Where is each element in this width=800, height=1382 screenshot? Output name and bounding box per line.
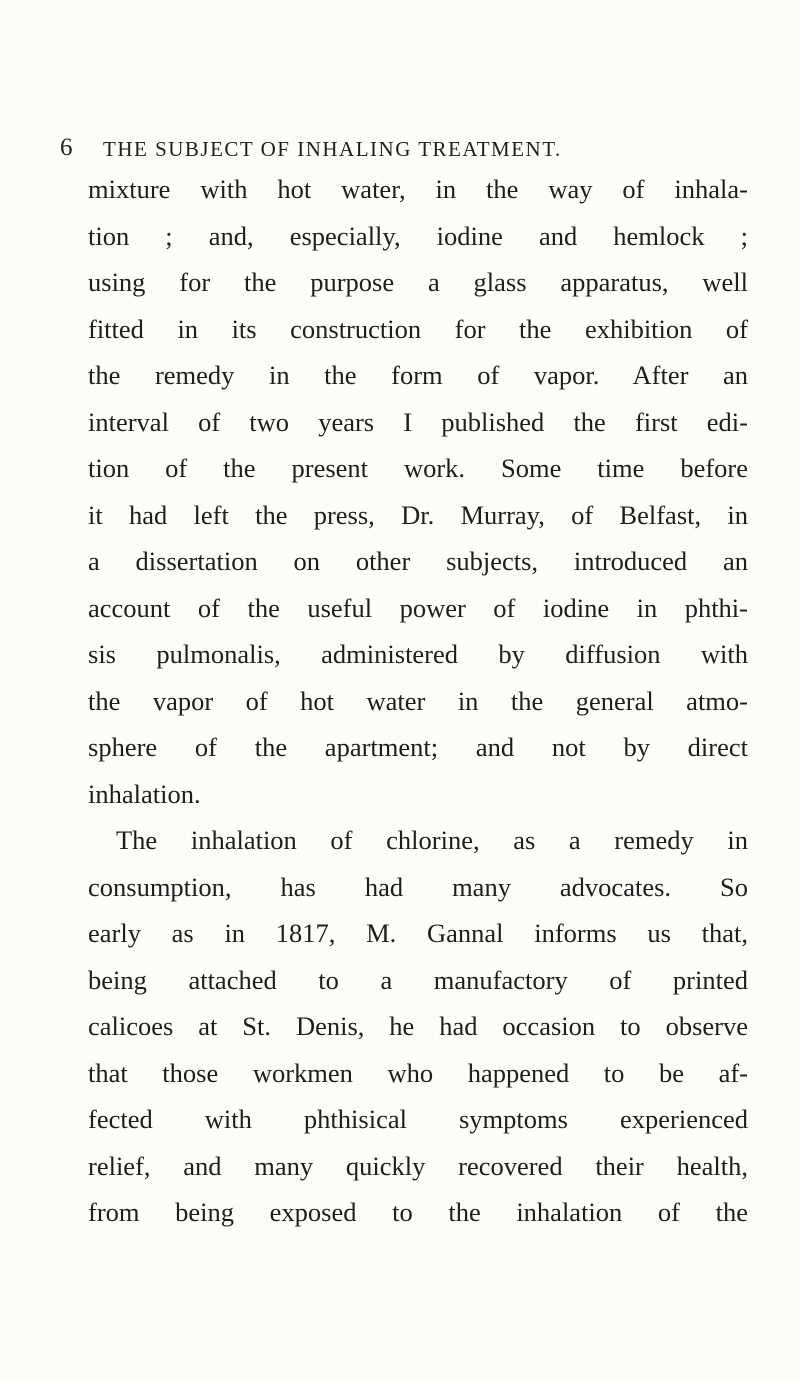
text-line: a dissertation on other subjects, introduced an (88, 546, 748, 576)
text-line: tion of the present work. Some time before (88, 453, 748, 483)
text-line: it had left the press, Dr. Murray, of Belfast, in (88, 499, 748, 530)
running-title: THE SUBJECT OF INHALING TREATMENT. (103, 137, 562, 161)
text-line: interval of two years I published the first edi- (88, 406, 748, 437)
text-line: relief, and many quickly recovered their health, (88, 1150, 748, 1181)
text-line: tion ; and, especially, iodine and hemlock ; (88, 220, 748, 251)
text-line: the remedy in the form of vapor. After an (88, 360, 748, 390)
text-line: fected with phthisical symptoms experienced (88, 1104, 748, 1134)
text-line: account of the useful power of iodine in phthi- (88, 592, 748, 623)
paragraph-end-line: inhalation. (88, 778, 201, 809)
text-line: early as in 1817, M. Gannal informs us that, (88, 918, 748, 948)
text-line: consumption, has had many advocates. So (88, 871, 748, 902)
paragraph-start-line: The inhalation of chlorine, as a remedy in (116, 825, 748, 855)
body-text (88, 166, 748, 1236)
running-head (60, 134, 680, 164)
text-line: mixture with hot water, in the way of inhala- (88, 174, 748, 204)
text-line: the vapor of hot water in the general atmo- (88, 685, 748, 716)
text-line: sphere of the apartment; and not by direct (88, 732, 748, 762)
page-number: 6 (60, 134, 73, 161)
text-line: fitted in its construction for the exhibition of (88, 313, 748, 344)
text-line: that those workmen who happened to be af- (88, 1057, 748, 1088)
text-line: using for the purpose a glass apparatus, well (88, 267, 748, 297)
text-line: sis pulmonalis, administered by diffusion with (88, 639, 748, 669)
text-line: from being exposed to the inhalation of the (88, 1197, 748, 1227)
text-line: calicoes at St. Denis, he had occasion to observe (88, 1011, 748, 1041)
text-line: being attached to a manufactory of printed (88, 964, 748, 995)
